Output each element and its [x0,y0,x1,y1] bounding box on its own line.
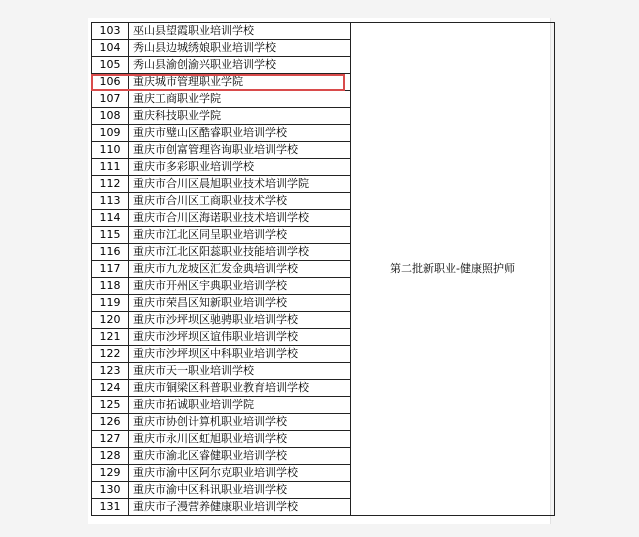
row-number: 115 [92,227,129,244]
institution-name: 重庆市天一职业培训学校 [129,363,351,380]
institution-name: 重庆市铜梁区科普职业教育培训学校 [129,380,351,397]
institution-name: 重庆市荣昌区知新职业培训学校 [129,295,351,312]
institution-name: 重庆科技职业学院 [129,108,351,125]
institution-name: 重庆市渝中区科讯职业培训学校 [129,482,351,499]
row-number: 126 [92,414,129,431]
table-row [92,23,555,40]
institution-name: 重庆市开州区宇典职业培训学校 [129,278,351,295]
row-number: 127 [92,431,129,448]
category-cell: 第二批新职业-健康照护师 [351,23,555,516]
row-number: 128 [92,448,129,465]
institution-name: 秀山县渝创渝兴职业培训学校 [129,57,351,74]
row-number: 110 [92,142,129,159]
row-number: 114 [92,210,129,227]
row-number: 109 [92,125,129,142]
institution-name: 重庆市璧山区酷睿职业培训学校 [129,125,351,142]
institution-name: 巫山县望霞职业培训学校 [129,23,351,40]
row-number: 107 [92,91,129,108]
institution-name: 重庆市子漫营养健康职业培训学校 [129,499,351,516]
institution-name: 重庆市永川区虹旭职业培训学校 [129,431,351,448]
row-number: 104 [92,40,129,57]
row-number: 111 [92,159,129,176]
row-number: 108 [92,108,129,125]
row-number: 117 [92,261,129,278]
institution-name: 重庆市沙坪坝区谊伟职业培训学校 [129,329,351,346]
institution-name: 重庆市九龙坡区汇发金典培训学校 [129,261,351,278]
institution-name: 重庆市渝中区阿尔克职业培训学校 [129,465,351,482]
row-number: 124 [92,380,129,397]
institution-table [91,22,555,516]
institution-name: 重庆市多彩职业培训学校 [129,159,351,176]
institution-name: 重庆市合川区海诺职业技术培训学校 [129,210,351,227]
institution-name: 重庆市创富管理咨询职业培训学校 [129,142,351,159]
row-number: 119 [92,295,129,312]
institution-name: 重庆市协创计算机职业培训学校 [129,414,351,431]
row-number: 122 [92,346,129,363]
institution-name: 重庆市沙坪坝区驰骋职业培训学校 [129,312,351,329]
row-number: 130 [92,482,129,499]
row-number: 113 [92,193,129,210]
row-number: 103 [92,23,129,40]
institution-name: 重庆市江北区阳蕊职业技能培训学校 [129,244,351,261]
row-number: 123 [92,363,129,380]
institution-name: 重庆市合川区晨旭职业技术培训学院 [129,176,351,193]
row-number: 131 [92,499,129,516]
institution-name: 重庆市合川区工商职业技术学校 [129,193,351,210]
institution-name: 重庆市沙坪坝区中科职业培训学校 [129,346,351,363]
row-number: 106 [92,74,129,91]
institution-name: 秀山县边城绣娘职业培训学校 [129,40,351,57]
institution-name: 重庆市渝北区睿健职业培训学校 [129,448,351,465]
row-number: 129 [92,465,129,482]
row-number: 125 [92,397,129,414]
row-number: 120 [92,312,129,329]
row-number: 121 [92,329,129,346]
institution-name: 重庆城市管理职业学院 [129,74,351,91]
row-number: 116 [92,244,129,261]
institution-name: 重庆工商职业学院 [129,91,351,108]
row-number: 112 [92,176,129,193]
row-number: 105 [92,57,129,74]
institution-name: 重庆市拓诚职业培训学院 [129,397,351,414]
row-number: 118 [92,278,129,295]
institution-name: 重庆市江北区同呈职业培训学校 [129,227,351,244]
